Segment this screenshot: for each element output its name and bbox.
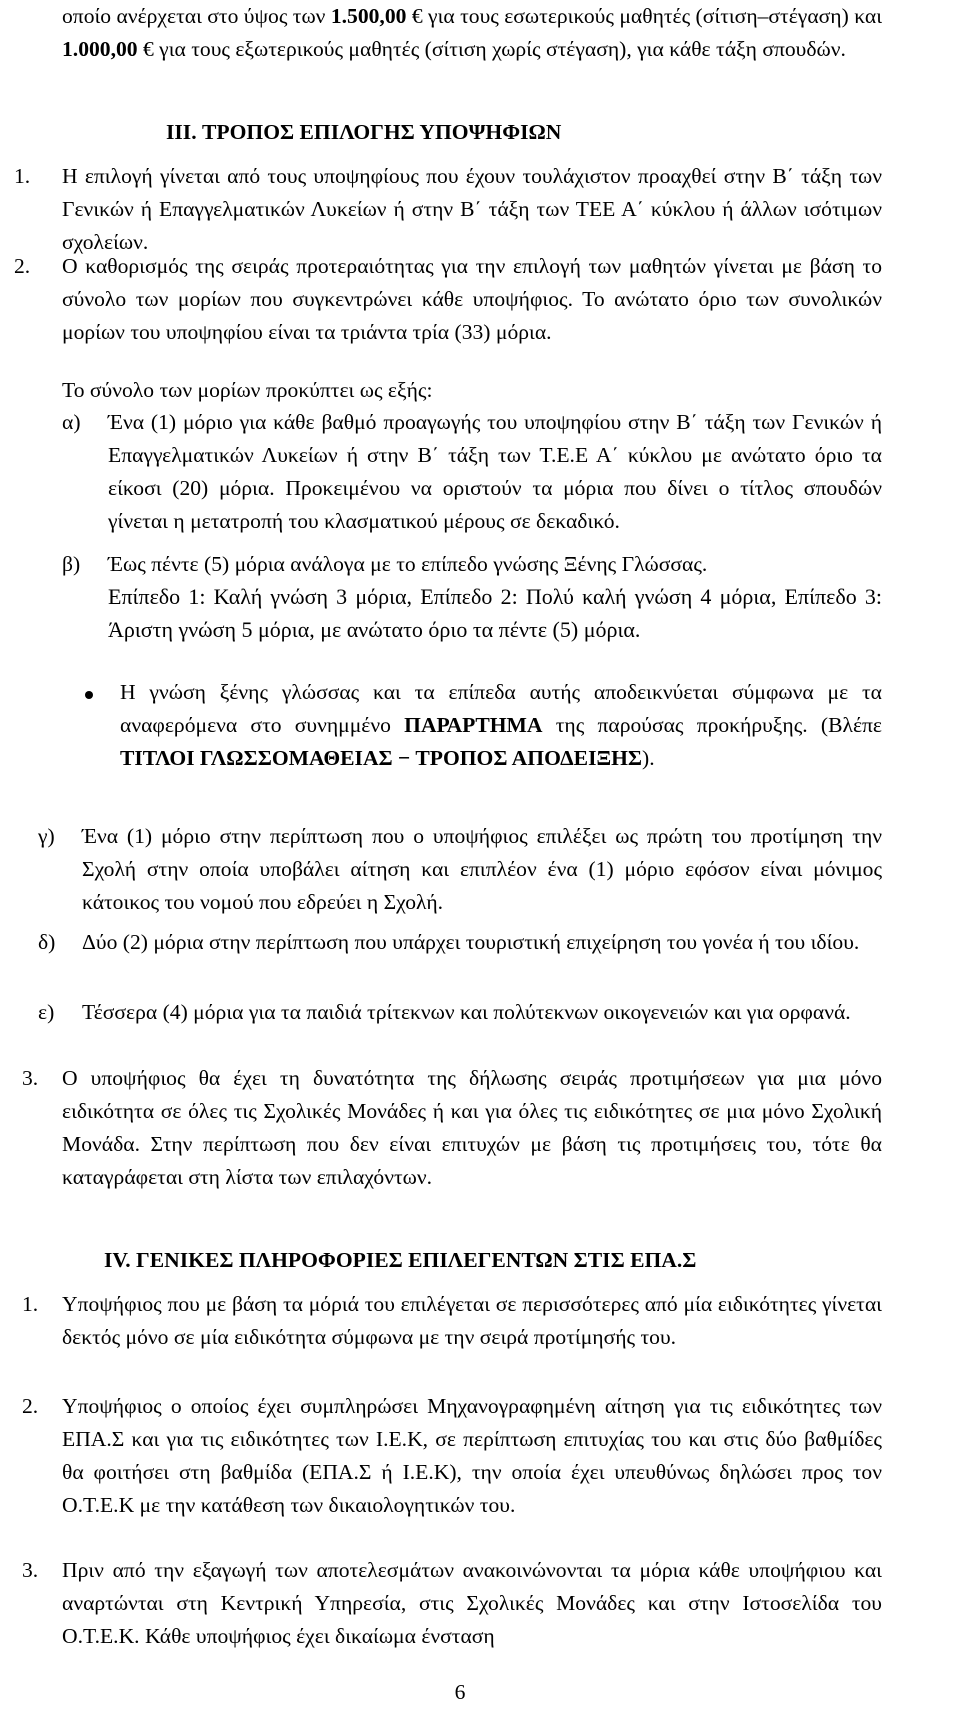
bullet-annex: ΠΑΡΑΡΤΗΜΑ	[404, 713, 543, 737]
bullet-paragraph	[120, 676, 882, 775]
intro-text-1: οποίο ανέρχεται στο ύψος των	[62, 4, 331, 28]
item-4-2-text: Υποψήφιος ο οποίος έχει συμπληρώσει Μηχανογραφημένη αίτηση για τις ειδικότητες των ΕΠΑ.Σ και για τις ειδικότητες των Ι.Ε.Κ, σε περίπτωση επιτυχίας του και στις δύο βαθμίδες θα φοιτήσει στη βαθμίδα (ΕΠΑ.Σ ή Ι.Ε.Κ), την οποία έχει υπευθύνως δηλώσει προς τον Ο.Τ.Ε.Κ με την κατάθεση των δικαιολογητικών του.	[62, 1394, 882, 1517]
item-c-text: Ένα (1) μόριο στην περίπτωση που ο υποψήφιος επιλέξει ως πρώτη του προτίμηση την Σχολή στην οποία υποβάλει αίτηση και επιπλέον ένα (1) μόριο εφόσον είναι μόνιμος κάτοικος του νομού που εδρεύει η Σχολή.	[82, 824, 882, 914]
item-b-text: Έως πέντε (5) μόρια ανάλογα με το επίπεδο γνώσης Ξένης Γλώσσας.	[108, 552, 708, 576]
item-b-label: β)	[62, 552, 81, 576]
item-4-3-number: 3.	[22, 1558, 39, 1582]
bullet-text-3: ).	[642, 746, 655, 770]
amount-internal: 1.500,00	[330, 4, 407, 28]
item-e-text: Τέσσερα (4) μόρια για τα παιδιά τρίτεκνων και πολύτεκνων οικογενειών και για ορφανά.	[82, 1000, 851, 1024]
item-b-levels: Επίπεδο 1: Καλή γνώση 3 μόρια, Επίπεδο 2: Πολύ καλή γνώση 4 μόρια, Επίπεδο 3: Άριστη γνώση 5 μόρια, με ανώτατο όριο τα πέντε (5) μόρια.	[108, 584, 882, 642]
bullet-dot	[85, 691, 93, 699]
intro-paragraph	[62, 0, 882, 66]
item-e-label: ε)	[38, 1000, 55, 1024]
item-c-label: γ)	[38, 824, 55, 848]
page-number: 6	[454, 1680, 466, 1704]
item-4-1-text: Υποψήφιος που με βάση τα μόριά του επιλέγεται σε περισσότερες από μία ειδικότητες γίνεται δεκτός μόνο σε μία ειδικότητα σύμφωνα με την σειρά προτίμησής του.	[62, 1292, 882, 1349]
intro-text-3: € για τους εξωτερικούς μαθητές (σίτιση χωρίς στέγαση), για κάθε τάξη σπουδών.	[137, 37, 846, 61]
item-4-3-text: Πριν από την εξαγωγή των αποτελεσμάτων ανακοινώνονται τα μόρια κάθε υποψήφιου και αναρτώνται στη Κεντρική Υπηρεσία, στις Σχολικές Μονάδες και στην Ιστοσελίδα του Ο.Τ.Ε.Κ. Κάθε υποψήφιος έχει δικαίωμα ένσταση	[62, 1558, 882, 1648]
item-3-2-text: Ο καθορισμός της σειράς προτεραιότητας για την επιλογή των μαθητών γίνεται με βάση το σύνολο των μορίων που συγκεντρώνει κάθε υποψήφιος. Το ανώτατο όριο των συνολικών μορίων του υποψηφίου είναι τα τριάντα τρία (33) μόρια.	[62, 254, 882, 344]
item-d-text: Δύο (2) μόρια στην περίπτωση που υπάρχει τουριστική επιχείρηση του γονέα ή του ιδίου.	[82, 930, 860, 954]
item-3-1-number: 1.	[14, 164, 31, 188]
intro-text-2: € για τους εσωτερικούς μαθητές (σίτιση–στέγαση) και	[406, 4, 883, 28]
item-3-3-number: 3.	[22, 1066, 39, 1090]
bullet-text-2: της παρούσας προκήρυξης. (Βλέπε	[542, 713, 882, 737]
section-4-heading: IV. ΓΕΝΙΚΕΣ ΠΛΗΡΟΦΟΡΙΕΣ ΕΠΙΛΕΓΕΝΤΩΝ ΣΤΙΣ ΕΠΑ.Σ	[104, 1248, 697, 1272]
item-a-body: Ένα (1) μόριο για κάθε βαθμό προαγωγής του υποψηφίου στην Β΄ τάξη των Γενικών ή Επαγγελματικών Λυκείων ή στην Β΄ τάξη των Τ.Ε.Ε Α΄ κύκλου με ανώτατο όριο τα είκοσι (20) μόρια. Προκειμένου να οριστούν τα μόρια που δίνει ο τίτλος σπουδών γίνεται η μετατροπή του κλασματικού μέρους σε δεκαδικό.	[108, 410, 882, 533]
bullet-titles: ΤΙΤΛΟΙ ΓΛΩΣΣΟΜΑΘΕΙΑΣ − ΤΡΟΠΟΣ ΑΠΟΔΕΙΞΗΣ	[120, 746, 643, 770]
bullet-text-1: Η γνώση ξένης γλώσσας και τα επίπεδα αυτής αποδεικνύεται σύμφωνα με τα αναφερόμενα στο συνημμένο	[120, 680, 882, 737]
section-3-heading: III. ΤΡΟΠΟΣ ΕΠΙΛΟΓΗΣ ΥΠΟΨΗΦΙΩΝ	[166, 120, 562, 144]
item-4-1-number: 1.	[22, 1292, 39, 1316]
item-a-label: α)	[62, 410, 81, 434]
item-3-1-text: Η επιλογή γίνεται από τους υποψηφίους που έχουν τουλάχιστον προαχθεί στην Β΄ τάξη των Γενικών ή Επαγγελματικών Λυκείων ή στην Β΄ τάξη των ΤΕΕ Α΄ κύκλου ή άλλων ισότιμων σχολείων.	[62, 164, 882, 254]
item-4-2-number: 2.	[22, 1394, 39, 1418]
item-a-text	[108, 406, 882, 538]
points-intro: Το σύνολο των μορίων προκύπτει ως εξής:	[62, 378, 433, 402]
item-3-3-text: Ο υποψήφιος θα έχει τη δυνατότητα της δήλωσης σειράς προτιμήσεων για μια μόνο ειδικότητα σε όλες τις Σχολικές Μονάδες ή και για όλες τις ειδικότητες σε μια μόνο Σχολική Μονάδα. Στην περίπτωση που δεν είναι επιτυχών με βάση τις προτιμήσεις του, τότε θα καταγράφεται στη λίστα των επιλαχόντων.	[62, 1066, 882, 1189]
item-3-2-number: 2.	[14, 254, 31, 278]
item-d-label: δ)	[38, 930, 56, 954]
amount-external: 1.000,00	[62, 37, 138, 61]
